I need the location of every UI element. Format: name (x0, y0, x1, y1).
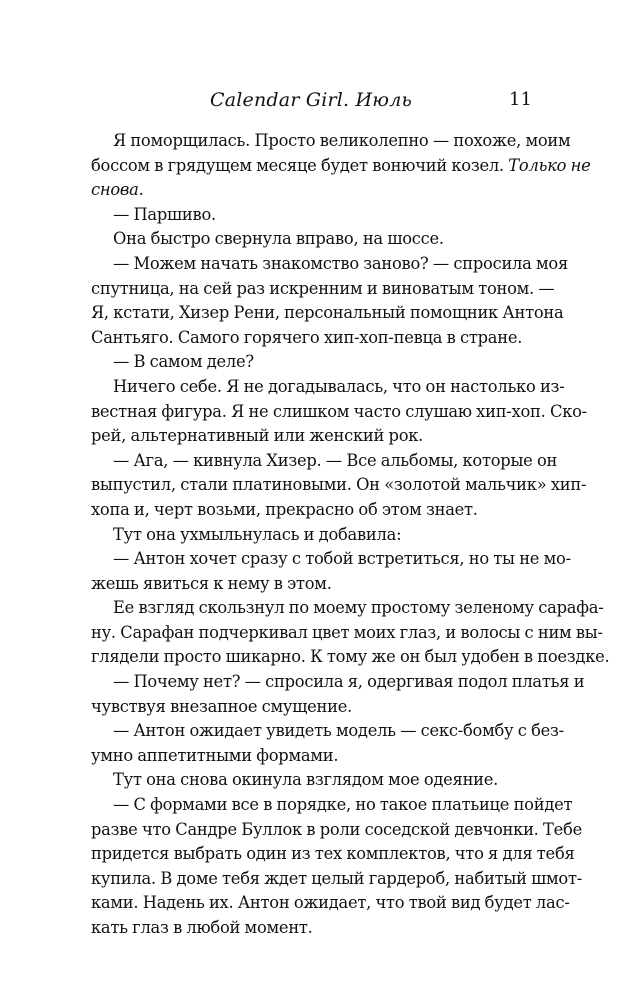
text-line-content: — С формами все в порядке, но такое платьице пойдет (113, 795, 573, 815)
text-line-content: придется выбрать один из тех комплектов, что я для тебя (91, 844, 575, 864)
text-line-content: Я поморщилась. Просто великолепно — похоже, моим (113, 131, 571, 150)
text-line-content: разве что Сандре Буллок в роли соседской девчонки. Тебе (91, 819, 582, 839)
text-line-content: — Антон ожидает увидеть модель — секс-бомбу с без- (113, 721, 564, 741)
text-line-italic: снова. (91, 180, 144, 200)
body-text (91, 129, 610, 941)
text-line (91, 129, 571, 154)
text-line (91, 424, 529, 449)
text-line (91, 400, 587, 425)
text-line (91, 916, 529, 941)
running-title: Calendar Girl. Июль (210, 89, 413, 111)
text-line-content: Ничего себе. Я не догадывалась, что он настолько из- (113, 376, 565, 396)
text-line-content: хопа и, черт возьми, прекрасно об этом знает. (91, 499, 478, 519)
text-line (91, 695, 529, 720)
text-line-content: — Паршиво. (113, 204, 216, 224)
text-line-content: Сантьяго. Самого горячего хип-хоп-певца в стране. (91, 327, 523, 347)
text-line (91, 449, 558, 474)
text-line-content: — Антон хочет сразу с тобой встретиться, но ты не мо- (113, 549, 571, 569)
text-line (91, 178, 529, 203)
text-line (91, 203, 529, 228)
text-line (91, 793, 573, 818)
text-line-content: глядели просто шикарно. К тому же он был удобен в поездке. (91, 647, 610, 667)
text-line (91, 744, 529, 769)
text-line-italic: Только не (508, 155, 591, 175)
text-line-content: Я, кстати, Хизер Рени, персональный помощник Антона (91, 303, 564, 323)
text-line (91, 867, 582, 892)
text-line-content: жешь явиться к нему в этом. (91, 573, 332, 593)
text-line-content: Тут она ухмыльнулась и добавила: (113, 524, 402, 544)
text-line (91, 326, 529, 351)
text-line (91, 891, 570, 916)
text-line-content: боссом в грядущем месяце будет вонючий козел. (91, 155, 504, 175)
page-number: 11 (509, 89, 532, 110)
text-line (91, 818, 582, 843)
text-line-content: выпустил, стали платиновыми. Он «золотой мальчик» хип- (91, 475, 587, 495)
text-line (91, 621, 603, 646)
text-line-content: Она быстро свернула вправо, на шоссе. (113, 229, 444, 249)
text-line (91, 375, 565, 400)
text-line-content: — Почему нет? — спросила я, одергивая подол платья и (113, 672, 585, 692)
text-line-content: — В самом деле? (113, 352, 254, 372)
text-line-content: Ее взгляд скользнул по моему простому зеленому сарафа- (113, 598, 604, 618)
text-line (91, 252, 569, 277)
text-line-content: Тут она снова окинула взглядом мое одеяние. (113, 770, 499, 790)
text-line-content: кать глаз в любой момент. (91, 918, 313, 937)
text-line-content: умно аппетитными формами. (91, 745, 339, 765)
text-line (91, 277, 555, 302)
text-line-content: — Можем начать знакомство заново? — спросила моя (113, 253, 569, 273)
text-line (91, 227, 529, 252)
text-line-content: вестная фигура. Я не слишком часто слушаю хип-хоп. Ско- (91, 401, 587, 421)
text-line (91, 768, 529, 793)
text-line-content: спутница, на сей раз искренним и виноватым тоном. — (91, 278, 555, 298)
text-line (91, 547, 571, 572)
text-line-content: — Ага, — кивнула Хизер. — Все альбомы, которые он (113, 450, 558, 470)
text-line (91, 719, 564, 744)
text-line (91, 523, 529, 548)
text-line (91, 596, 604, 621)
text-line (91, 301, 564, 326)
text-line (91, 572, 529, 597)
text-line-content: чувствуя внезапное смущение. (91, 696, 353, 716)
text-line (91, 154, 591, 179)
text-line (91, 473, 587, 498)
text-line-content: купила. В доме тебя ждет целый гардероб, набитый шмот- (91, 868, 582, 888)
text-line-content: рей, альтернативный или женский рок. (91, 426, 424, 446)
text-line-content: ками. Надень их. Антон ожидает, что твой вид будет лас- (91, 893, 570, 913)
text-line (91, 350, 529, 375)
text-line (91, 842, 575, 867)
text-line-content: ну. Сарафан подчеркивал цвет моих глаз, и волосы с ним вы- (91, 622, 603, 642)
text-line (91, 645, 610, 670)
running-header (0, 89, 619, 113)
text-line (91, 670, 585, 695)
text-line (91, 498, 529, 523)
